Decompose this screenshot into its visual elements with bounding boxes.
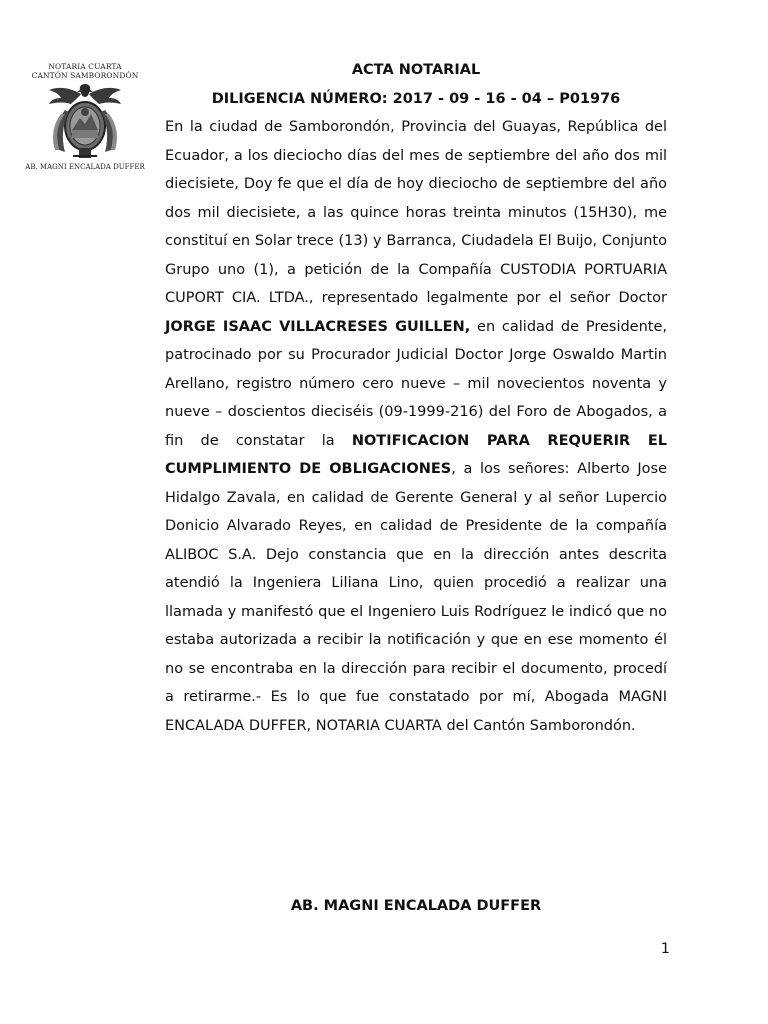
diligence-number: DILIGENCIA NÚMERO: 2017 - 09 - 16 - 04 – P01976: [211, 91, 621, 107]
petitioner-name: JORGE ISAAC VILLACRESES GUILLEN,: [165, 318, 471, 335]
document-title: ACTA NOTARIAL: [351, 62, 481, 78]
notary-seal: [22, 62, 148, 172]
seal-notary-name: NOTARIA CUARTA: [48, 62, 122, 71]
act-body: [165, 113, 667, 740]
notice-title: NOTIFICACION PARA REQUERIR EL CUMPLIMIENTO DE OBLIGACIONES: [165, 432, 668, 477]
seal-top-text: [22, 62, 148, 80]
body-paragraph-part-1: En la ciudad de Samborondón, Provincia del Guayas, República del Ecuador, a los dieciocho días del mes de septiembre del año dos mil diecisiete, Doy fe que el día de hoy dieciocho de septiembre del año dos mil diecisiete, a las quince horas treinta minutos (15H30), me constituí en Solar trece (13) y Barranca, Ciudadela El Buijo, Conjunto Grupo uno (1), a petición de la Compañía CUSTODIA PORTUARIA CUPORT CIA. LTDA., representado legalmente por el señor Doctor: [165, 119, 667, 306]
signature-name: AB. MAGNI ENCALADA DUFFER: [290, 898, 542, 914]
body-paragraph-part-2: en calidad de Presidente, patrocinado por su Procurador Judicial Doctor Jorge Oswaldo Martin Arellano, registro número cero nueve – mil novecientos noventa y nueve – doscientos dieciséis (09-1999-216) del Foro de Abogados, a fin de constatar la: [165, 318, 668, 449]
ecuador-coat-of-arms-icon: [35, 80, 135, 162]
seal-canton-name: CANTÓN SAMBORONDÓN: [31, 71, 139, 80]
page-number: 1: [660, 941, 670, 957]
body-paragraph-part-3: , a los señores: Alberto Jose Hidalgo Zavala, en calidad de Gerente General y al señor Lupercio Donicio Alvarado Reyes, en calidad de Presidente de la compañía ALIBOC S.A. Dejo constancia que en la dirección antes descrita atendió la Ingeniera Liliana Lino, quien procedió a realizar una llamada y manifestó que el Ingeniero Luis Rodríguez le indicó que no estaba autorizada a recibir la notificación y que en ese momento él no se encontraba en la dirección para recibir el documento, procedí a retirarme.- Es lo que fue constatado por mí, Abogada MAGNI ENCALADA DUFFER, NOTARIA CUARTA del Cantón Samborondón.: [165, 461, 667, 734]
seal-notary-signature: AB. MAGNI ENCALADA DUFFER: [25, 163, 145, 171]
